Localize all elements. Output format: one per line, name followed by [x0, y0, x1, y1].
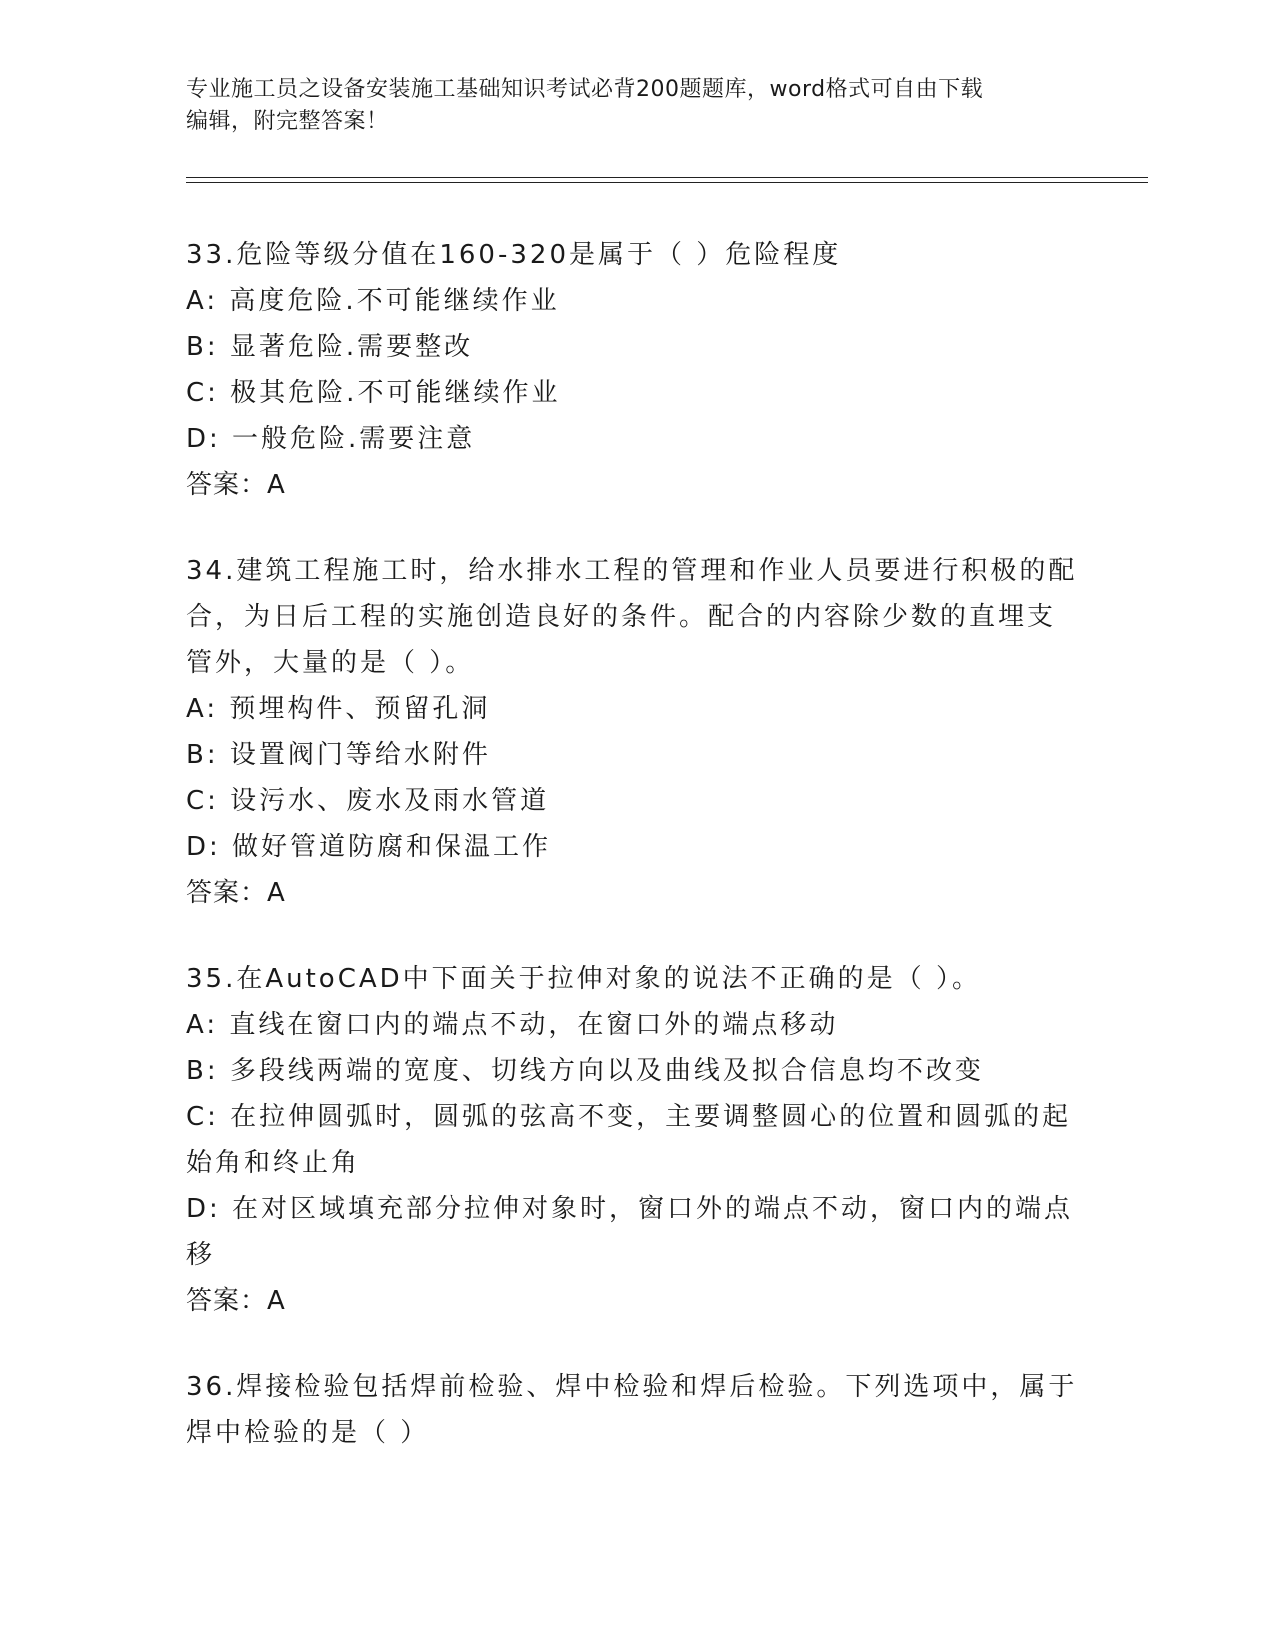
option-c-continued: 始角和终止角 — [186, 1148, 361, 1178]
option-a: A: 高度危险.不可能继续作业 — [186, 286, 560, 316]
header-divider-top — [186, 177, 1148, 178]
question-text: 34.建筑工程施工时，给水排水工程的管理和作业人员要进行积极的配 — [186, 556, 1078, 586]
question-36 — [186, 1364, 1086, 1456]
option-d: D: 一般危险.需要注意 — [186, 424, 476, 454]
question-text: 36.焊接检验包括焊前检验、焊中检验和焊后检验。下列选项中，属于 — [186, 1372, 1078, 1402]
option-b: B: 多段线两端的宽度、切线方向以及曲线及拟合信息均不改变 — [186, 1056, 984, 1086]
question-34 — [186, 548, 1086, 916]
question-text: 合，为日后工程的实施创造良好的条件。配合的内容除少数的直埋支 — [186, 602, 1057, 632]
option-c: C: 极其危险.不可能继续作业 — [186, 378, 561, 408]
question-text: 管外，大量的是（ ）。 — [186, 648, 475, 678]
option-b: B: 显著危险.需要整改 — [186, 332, 474, 362]
question-35 — [186, 956, 1086, 1324]
question-text: 焊中检验的是（ ） — [186, 1418, 430, 1448]
question-text: 33.危险等级分值在160-320是属于（ ）危险程度 — [186, 240, 842, 270]
answer: 答案：A — [186, 1286, 286, 1316]
document-header — [186, 74, 1086, 138]
option-b: B: 设置阀门等给水附件 — [186, 740, 491, 770]
question-33 — [186, 232, 1086, 508]
option-a: A: 预埋构件、预留孔洞 — [186, 694, 491, 724]
question-list — [186, 232, 1086, 1496]
option-c: C: 设污水、废水及雨水管道 — [186, 786, 550, 816]
option-d-continued: 移 — [186, 1240, 216, 1270]
option-d: D: 在对区域填充部分拉伸对象时，窗口外的端点不动，窗口内的端点 — [186, 1194, 1074, 1224]
option-c: C: 在拉伸圆弧时，圆弧的弦高不变，主要调整圆心的位置和圆弧的起 — [186, 1102, 1072, 1132]
option-a: A: 直线在窗口内的端点不动，在窗口外的端点移动 — [186, 1010, 839, 1040]
answer: 答案：A — [186, 470, 286, 500]
answer: 答案：A — [186, 878, 286, 908]
question-text: 35.在AutoCAD中下面关于拉伸对象的说法不正确的是（ ）。 — [186, 964, 981, 994]
option-d: D: 做好管道防腐和保温工作 — [186, 832, 552, 862]
header-divider-bottom — [186, 182, 1148, 183]
header-line-1: 专业施工员之设备安装施工基础知识考试必背200题题库，word格式可自由下载 — [186, 77, 984, 102]
header-line-2: 编辑，附完整答案！ — [186, 109, 389, 134]
